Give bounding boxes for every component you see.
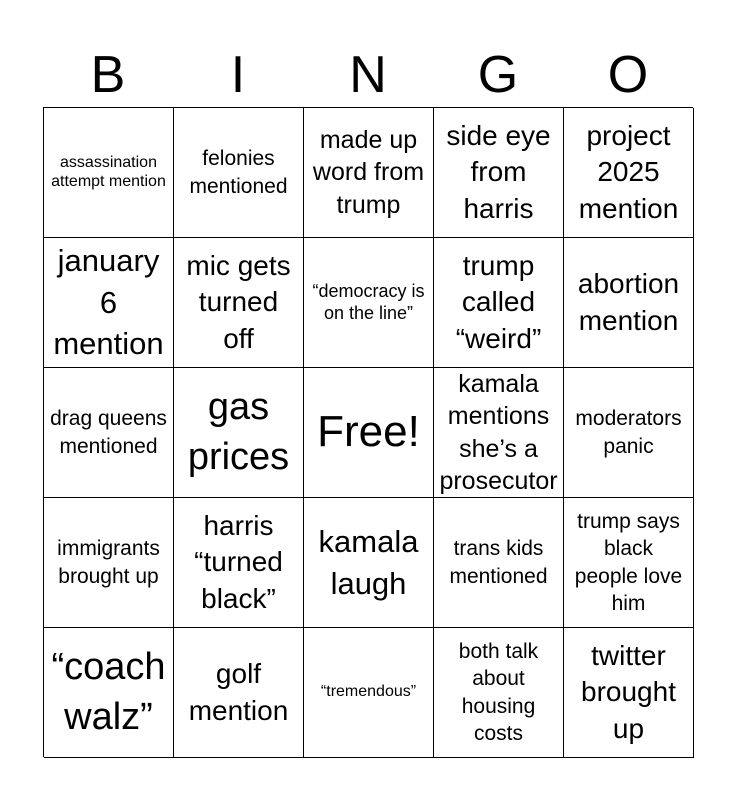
bingo-cell[interactable]: moderators panic — [564, 368, 694, 498]
bingo-cell[interactable]: january 6 mention — [44, 238, 174, 368]
bingo-cell[interactable]: trump says black people love him — [564, 498, 694, 628]
bingo-cell[interactable]: project 2025 mention — [564, 108, 694, 238]
bingo-cell[interactable]: kamala mentions she’s a prosecutor — [434, 368, 564, 498]
bingo-cell[interactable]: both talk about housing costs — [434, 628, 564, 758]
bingo-cell[interactable]: immigrants brought up — [44, 498, 174, 628]
header-letter-o: O — [607, 46, 649, 104]
bingo-cell[interactable]: felonies mentioned — [174, 108, 304, 238]
free-space-cell[interactable]: Free! — [304, 368, 434, 498]
bingo-cell[interactable]: mic gets turned off — [174, 238, 304, 368]
bingo-cell[interactable]: gas prices — [174, 368, 304, 498]
bingo-cell[interactable]: twitter brought up — [564, 628, 694, 758]
bingo-cell[interactable]: “coach walz” — [44, 628, 174, 758]
header-letter-n: N — [349, 46, 387, 104]
bingo-cell[interactable]: kamala laugh — [304, 498, 434, 628]
bingo-cell[interactable]: drag queens mentioned — [44, 368, 174, 498]
bingo-header — [43, 44, 693, 106]
bingo-cell[interactable]: side eye from harris — [434, 108, 564, 238]
header-letter-i: I — [230, 46, 246, 104]
bingo-cell[interactable]: trans kids mentioned — [434, 498, 564, 628]
bingo-cell[interactable]: “tremendous” — [304, 628, 434, 758]
bingo-cell[interactable]: “democracy is on the line” — [304, 238, 434, 368]
bingo-cell[interactable]: harris “turned black” — [174, 498, 304, 628]
bingo-cell[interactable]: golf mention — [174, 628, 304, 758]
bingo-cell[interactable]: abortion mention — [564, 238, 694, 368]
header-letter-b: B — [90, 46, 126, 104]
bingo-cell[interactable]: assassination attempt mention — [44, 108, 174, 238]
header-letter-g: G — [477, 46, 519, 104]
bingo-cell[interactable]: trump called “weird” — [434, 238, 564, 368]
bingo-board — [43, 107, 693, 757]
bingo-cell[interactable]: made up word from trump — [304, 108, 434, 238]
